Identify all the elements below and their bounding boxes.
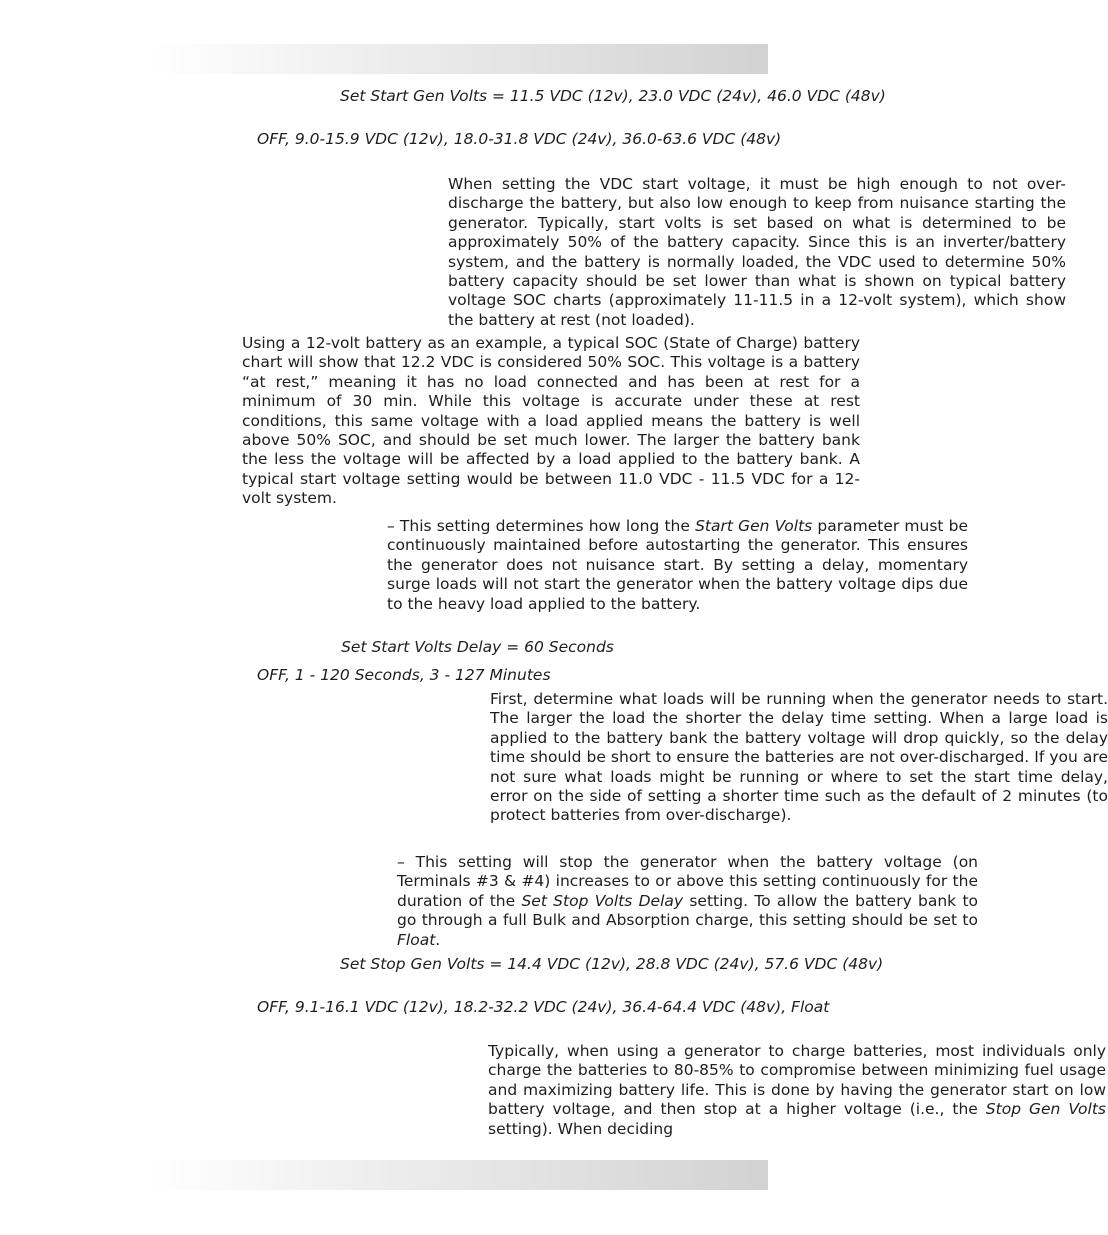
start-gen-volts-range: OFF, 9.0-15.9 VDC (12v), 18.0-31.8 VDC (24v), 36.0-63.6 VDC (48v) (257, 130, 782, 148)
stop-gen-volts-description (187, 853, 978, 950)
stop-gen-volts-default: Set Stop Gen Volts = 14.4 VDC (12v), 28.8 VDC (24v), 57.6 VDC (48v) (340, 955, 884, 973)
start-volts-delay-range: OFF, 1 - 120 Seconds, 3 - 127 Minutes (257, 666, 551, 684)
delay-text-a: – This setting determines how long the (387, 517, 696, 535)
soc-example-paragraph: Using a 12-volt battery as an example, a typical SOC (State of Charge) battery chart will show that 12.2 VDC is considered 50% SOC. This voltage is a battery “at rest,” meaning it has no load connected and has been at rest for a minimum of 30 min. While this voltage is accurate under these at rest conditions, this same voltage with a load applied means the battery is well above 50% SOC, and should be set much lower. The larger the battery bank the less the voltage will be affected by a load applied to the battery bank. A typical start voltage setting would be between 11.0 VDC - 11.5 VDC for a 12-volt system. (242, 334, 860, 508)
start-gen-volts-default: Set Start Gen Volts = 11.5 VDC (12v), 23.0 VDC (24v), 46.0 VDC (48v) (340, 87, 886, 105)
footer-gradient-bar (150, 1160, 768, 1190)
stop-text-e: . (435, 930, 441, 949)
start-volts-delay-description (187, 517, 968, 614)
stop-text-b: Set Stop Volts Delay (521, 891, 684, 910)
delay-text-c: parameter must be continuously maintained before autostarting the generator. This ensures the generator does not nuisance start. By setting a delay, momentary surge loads will not start the generator when the battery voltage dips due to the heavy load applied to the battery. (387, 517, 968, 613)
header-gradient-bar (150, 44, 768, 74)
note-text-a: Typically, when using a generator to charge batteries, most individuals only charge the batteries to 80-85% to compromise between minimizing fuel usage and maximizing battery life. This is done by having the generator start on low battery voltage, and then stop at a higher voltage (i.e., the (488, 1042, 1106, 1119)
delay-note-paragraph: First, determine what loads will be running when the generator needs to start. The larger the load the shorter the delay time setting. When a large load is applied to the battery bank the battery voltage will drop quickly, so the delay time should be short to ensure the batteries are not over-discharged. If you are not sure what loads might be running or where to set the start time delay, error on the side of setting a shorter time such as the default of 2 minutes (to protect batteries from over-discharge). (490, 690, 1108, 825)
note-text-b: Stop Gen Volts (985, 1100, 1106, 1119)
note-text-c: setting). When deciding (488, 1119, 674, 1138)
delay-text-b: Start Gen Volts (695, 517, 813, 535)
stop-text-c: setting. To allow the battery bank to go through a full Bulk and Absorption charge, this setting should be set to (397, 891, 978, 930)
stop-volts-note-paragraph (150, 1042, 1106, 1139)
stop-text-d: Float (397, 930, 436, 949)
start-volts-note-paragraph: When setting the VDC start voltage, it must be high enough to not over-discharge the battery, but also low enough to keep from nuisance starting the generator. Typically, start volts is set based on what is determined to be approximately 50% of the battery capacity. Since this is an inverter/battery system, and the battery is normally loaded, the VDC used to determine 50% battery capacity should be set lower than what is shown on typical battery voltage SOC charts (approximately 11-11.5 in a 12-volt system), which show the battery at rest (not loaded). (448, 175, 1066, 329)
stop-text-a: – This setting will stop the generator when the battery voltage (on Terminals #3 & #4) increases to or above this setting continuously for the duration of the (397, 853, 978, 910)
start-volts-delay-default: Set Start Volts Delay = 60 Seconds (341, 638, 614, 656)
stop-gen-volts-range: OFF, 9.1-16.1 VDC (12v), 18.2-32.2 VDC (24v), 36.4-64.4 VDC (48v), Float (257, 998, 830, 1016)
